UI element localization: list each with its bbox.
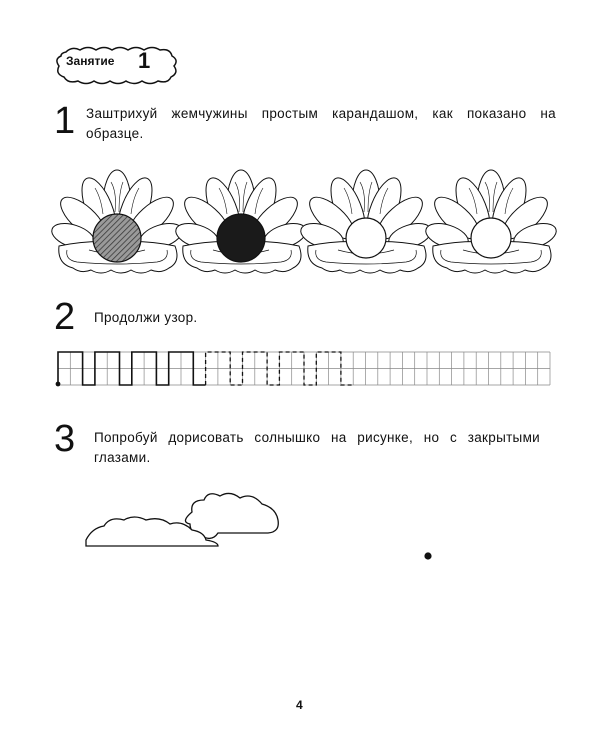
lesson-label: Занятие xyxy=(66,54,115,68)
sun-dot xyxy=(424,552,431,559)
task-3-text: Попробуй дорисовать солнышко на рисунке, но с закрытыми глазами. xyxy=(94,430,540,465)
task-1-text: Заштрихуй жемчужины простым карандашом, как показано на образце. xyxy=(86,106,556,141)
page-number: 4 xyxy=(296,698,303,712)
task-1-number: 1 xyxy=(54,100,76,142)
task-3-number: 3 xyxy=(54,418,76,460)
task-2-text: Продолжи узор. xyxy=(94,310,198,325)
task-2-number: 2 xyxy=(54,296,76,338)
lesson-number: 1 xyxy=(138,48,151,73)
